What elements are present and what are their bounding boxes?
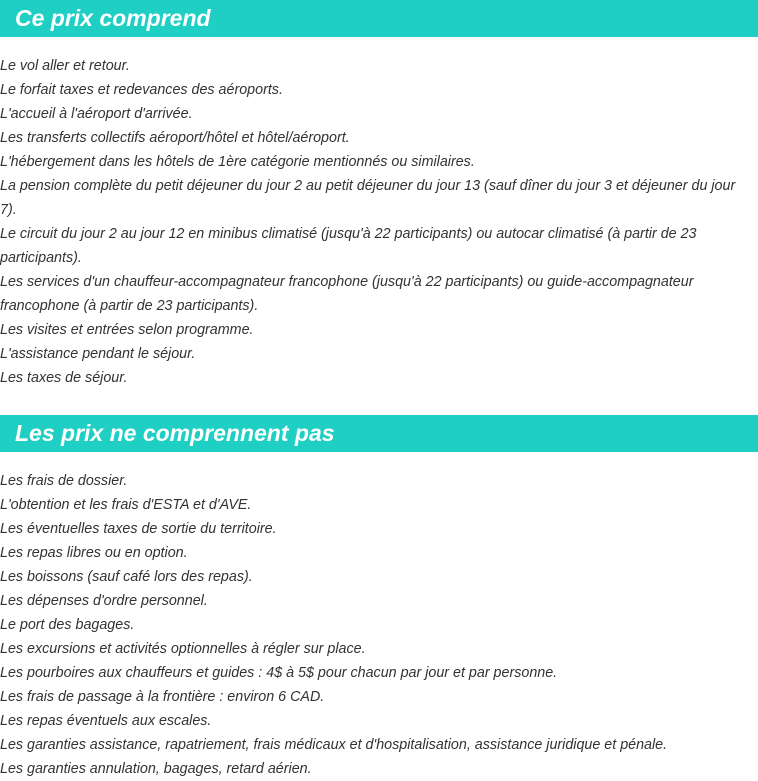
- list-item: Les excursions et activités optionnelles à régler sur place.: [0, 641, 366, 657]
- list-item: Les boissons (sauf café lors des repas).: [0, 569, 253, 585]
- excluded-section: [0, 415, 758, 781]
- list-item: Les éventuelles taxes de sortie du territoire.: [0, 521, 277, 537]
- list-item: L'assistance pendant le séjour.: [0, 346, 196, 362]
- included-list: [0, 37, 758, 390]
- excluded-list: [0, 452, 758, 781]
- list-item: L'obtention et les frais d'ESTA et d'AVE.: [0, 497, 252, 513]
- list-item: Les repas éventuels aux escales.: [0, 713, 212, 729]
- list-item: Les frais de dossier.: [0, 473, 128, 489]
- list-item: Les visites et entrées selon programme.: [0, 322, 254, 338]
- list-item: Le port des bagages.: [0, 617, 135, 633]
- list-item: Le forfait taxes et redevances des aéroports.: [0, 82, 283, 98]
- included-section-title: Ce prix comprend: [0, 0, 758, 37]
- list-item: Les services d'un chauffeur-accompagnateur francophone (jusqu'à 22 participants) ou guide-accompagnateur francophone (à partir de 23 participants).: [0, 274, 694, 314]
- list-item: La pension complète du petit déjeuner du jour 2 au petit déjeuner du jour 13 (sauf dîner du jour 3 et déjeuner du jour 7).: [0, 178, 736, 218]
- list-item: Les dépenses d'ordre personnel.: [0, 593, 208, 609]
- list-item: L'hébergement dans les hôtels de 1ère catégorie mentionnés ou similaires.: [0, 154, 475, 170]
- list-item: Les transferts collectifs aéroport/hôtel et hôtel/aéroport.: [0, 130, 350, 146]
- list-item: L'accueil à l'aéroport d'arrivée.: [0, 106, 193, 122]
- list-item: Les repas libres ou en option.: [0, 545, 188, 561]
- list-item: Le circuit du jour 2 au jour 12 en minibus climatisé (jusqu'à 22 participants) ou autocar climatisé (à partir de 23 participants).: [0, 226, 697, 266]
- list-item: Les garanties assistance, rapatriement, frais médicaux et d'hospitalisation, assistance juridique et pénale.: [0, 737, 668, 753]
- list-item: Les taxes de séjour.: [0, 370, 128, 386]
- excluded-section-title: Les prix ne comprennent pas: [0, 415, 758, 452]
- list-item: Les frais de passage à la frontière : environ 6 CAD.: [0, 689, 325, 705]
- list-item: Les garanties annulation, bagages, retard aérien.: [0, 761, 312, 777]
- list-item: Le vol aller et retour.: [0, 58, 130, 74]
- list-item: Les pourboires aux chauffeurs et guides : 4$ à 5$ pour chacun par jour et par personne.: [0, 665, 558, 681]
